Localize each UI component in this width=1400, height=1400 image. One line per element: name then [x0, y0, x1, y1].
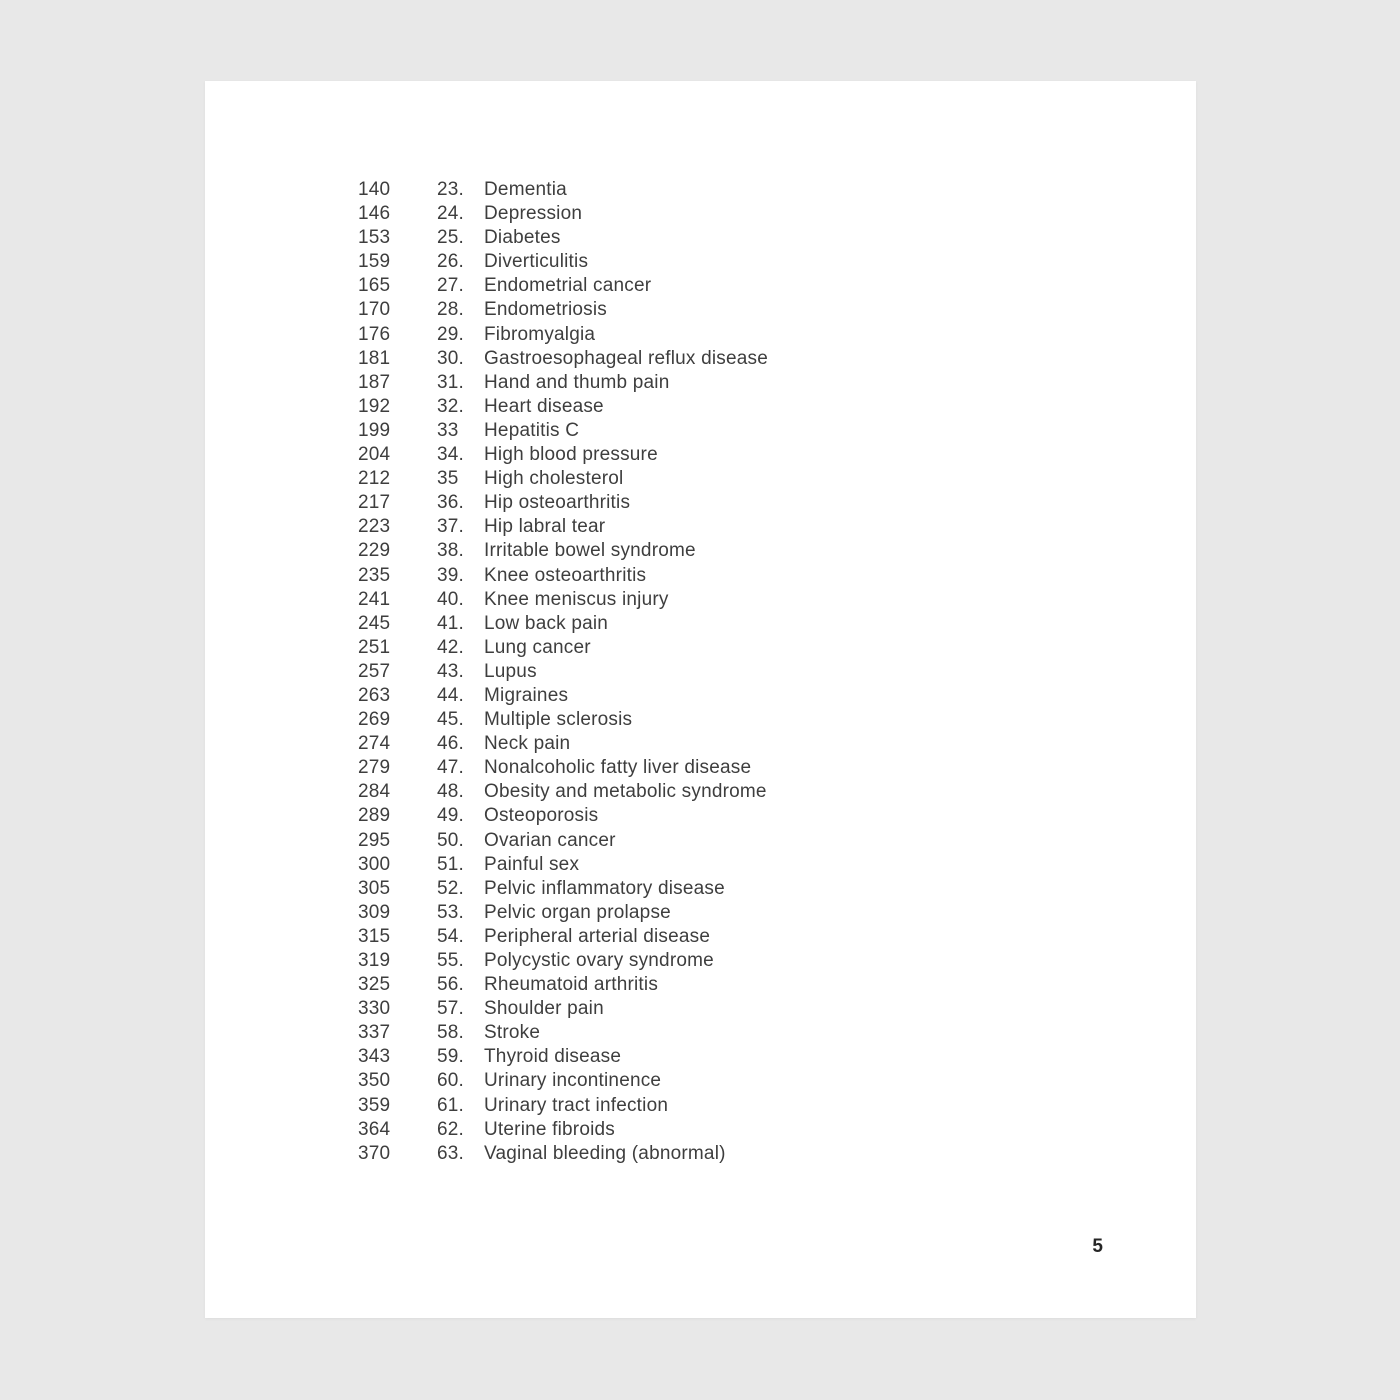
toc-row — [358, 323, 1156, 347]
item-title: Depression — [484, 203, 583, 225]
page-ref: 176 — [358, 323, 391, 345]
page-ref: 269 — [358, 709, 391, 731]
item-number: 35 — [437, 468, 459, 490]
item-title: Heart disease — [484, 395, 604, 417]
toc-row — [358, 1021, 1156, 1045]
item-title: Urinary tract infection — [484, 1094, 669, 1116]
toc-row — [358, 298, 1156, 322]
item-number: 45. — [437, 709, 465, 731]
item-number: 24. — [437, 203, 465, 225]
item-number: 56. — [437, 974, 465, 996]
item-number: 48. — [437, 781, 465, 803]
toc-row — [358, 829, 1156, 853]
toc-row — [358, 419, 1156, 443]
page-ref: 223 — [358, 516, 391, 538]
page-ref: 235 — [358, 564, 391, 586]
toc-row — [358, 973, 1156, 997]
toc-row — [358, 877, 1156, 901]
toc-row — [358, 274, 1156, 298]
item-title: Knee osteoarthritis — [484, 564, 647, 586]
item-number: 25. — [437, 227, 465, 249]
item-title: Hand and thumb pain — [484, 371, 670, 393]
item-number: 41. — [437, 612, 465, 634]
item-number: 34. — [437, 444, 465, 466]
item-title: Urinary incontinence — [484, 1070, 662, 1092]
page-ref: 319 — [358, 950, 391, 971]
toc-row — [358, 612, 1156, 636]
item-title: Gastroesophageal reflux disease — [484, 347, 768, 369]
item-title: Diverticulitis — [484, 251, 589, 273]
toc-row — [358, 660, 1156, 684]
item-number: 23. — [437, 179, 465, 200]
item-number: 47. — [437, 757, 465, 779]
page-ref: 251 — [358, 636, 391, 658]
item-title: Nonalcoholic fatty liver disease — [484, 757, 752, 779]
toc-row — [358, 1094, 1156, 1118]
page-ref: 245 — [358, 612, 391, 634]
page-ref: 364 — [358, 1118, 391, 1140]
item-title: Obesity and metabolic syndrome — [484, 781, 767, 803]
item-number: 38. — [437, 540, 465, 562]
toc-row — [358, 443, 1156, 467]
page-ref: 212 — [358, 468, 391, 490]
item-title: Lupus — [484, 660, 537, 682]
page-ref: 305 — [358, 877, 391, 899]
page-ref: 140 — [358, 179, 391, 200]
item-number: 50. — [437, 829, 465, 851]
page-ref: 187 — [358, 371, 391, 393]
toc-row — [358, 1118, 1156, 1142]
toc-row — [358, 1142, 1156, 1166]
item-number: 32. — [437, 395, 465, 417]
item-title: Dementia — [484, 179, 567, 200]
item-number: 49. — [437, 805, 465, 827]
toc-row — [358, 997, 1156, 1021]
page-ref: 159 — [358, 251, 391, 273]
page-ref: 330 — [358, 998, 391, 1020]
page-ref: 289 — [358, 805, 391, 827]
toc-row — [358, 925, 1156, 949]
item-title: High cholesterol — [484, 468, 624, 490]
page-ref: 241 — [358, 588, 391, 610]
item-number: 58. — [437, 1022, 465, 1044]
toc-row — [358, 178, 1156, 202]
page-ref: 359 — [358, 1094, 391, 1116]
item-number: 39. — [437, 564, 465, 586]
toc-row — [358, 853, 1156, 877]
page-ref: 325 — [358, 974, 391, 996]
item-title: Hepatitis C — [484, 419, 580, 441]
item-title: Migraines — [484, 684, 569, 706]
item-number: 43. — [437, 660, 465, 682]
page-ref: 165 — [358, 275, 391, 297]
toc-row — [358, 780, 1156, 804]
page-ref: 257 — [358, 660, 391, 682]
item-title: Diabetes — [484, 227, 561, 249]
item-title: Fibromyalgia — [484, 323, 596, 345]
item-number: 59. — [437, 1046, 465, 1068]
item-title: Stroke — [484, 1022, 541, 1044]
item-title: Neck pain — [484, 733, 571, 755]
toc-row — [358, 226, 1156, 250]
page-ref: 146 — [358, 203, 391, 225]
toc-row — [358, 756, 1156, 780]
page-ref: 217 — [358, 492, 391, 514]
item-number: 60. — [437, 1070, 465, 1092]
toc-row — [358, 901, 1156, 925]
toc-row — [358, 467, 1156, 491]
item-number: 52. — [437, 877, 465, 899]
item-number: 44. — [437, 684, 465, 706]
item-title: Pelvic inflammatory disease — [484, 877, 725, 899]
page-ref: 279 — [358, 757, 391, 779]
toc-row — [358, 491, 1156, 515]
item-number: 57. — [437, 998, 465, 1020]
page-ref: 370 — [358, 1142, 391, 1164]
item-title: Endometrial cancer — [484, 275, 652, 297]
item-number: 62. — [437, 1118, 465, 1140]
toc-row — [358, 539, 1156, 563]
item-number: 51. — [437, 853, 465, 875]
page-ref: 199 — [358, 419, 391, 441]
item-title: Irritable bowel syndrome — [484, 540, 696, 562]
toc-row — [358, 636, 1156, 660]
toc-row — [358, 515, 1156, 539]
page-ref: 284 — [358, 781, 391, 803]
item-title: Knee meniscus injury — [484, 588, 669, 610]
toc-row — [358, 684, 1156, 708]
page-ref: 315 — [358, 925, 391, 947]
toc-row — [358, 1069, 1156, 1093]
page-ref: 192 — [358, 395, 391, 417]
item-title: Peripheral arterial disease — [484, 925, 711, 947]
page-ref: 309 — [358, 901, 391, 923]
item-number: 33 — [437, 419, 459, 441]
toc-row — [358, 371, 1156, 395]
item-number: 42. — [437, 636, 465, 658]
item-title: Hip labral tear — [484, 516, 606, 538]
page-ref: 229 — [358, 540, 391, 562]
toc-row — [358, 588, 1156, 612]
item-title: Lung cancer — [484, 636, 591, 658]
item-title: Polycystic ovary syndrome — [484, 950, 714, 971]
toc-list — [358, 178, 1156, 1166]
item-title: Painful sex — [484, 853, 580, 875]
item-title: Ovarian cancer — [484, 829, 616, 851]
item-number: 63. — [437, 1142, 465, 1164]
item-number: 28. — [437, 299, 465, 321]
item-title: High blood pressure — [484, 444, 658, 466]
page-ref: 274 — [358, 733, 391, 755]
item-title: Uterine fibroids — [484, 1118, 615, 1140]
item-title: Osteoporosis — [484, 805, 599, 827]
page-ref: 343 — [358, 1046, 391, 1068]
item-number: 40. — [437, 588, 465, 610]
item-number: 30. — [437, 347, 465, 369]
item-number: 54. — [437, 925, 465, 947]
item-title: Low back pain — [484, 612, 609, 634]
toc-row — [358, 1045, 1156, 1069]
item-title: Endometriosis — [484, 299, 607, 321]
item-number: 61. — [437, 1094, 465, 1116]
item-title: Hip osteoarthritis — [484, 492, 631, 514]
page-ref: 153 — [358, 227, 391, 249]
item-number: 36. — [437, 492, 465, 514]
page-ref: 295 — [358, 829, 391, 851]
item-number: 55. — [437, 950, 465, 971]
toc-row — [358, 347, 1156, 371]
page-number: 5 — [1092, 1236, 1103, 1257]
page-ref: 300 — [358, 853, 391, 875]
page-ref: 181 — [358, 347, 391, 369]
page-ref: 337 — [358, 1022, 391, 1044]
item-number: 46. — [437, 733, 465, 755]
item-number: 29. — [437, 323, 465, 345]
item-number: 53. — [437, 901, 465, 923]
toc-row — [358, 804, 1156, 828]
item-number: 26. — [437, 251, 465, 273]
item-number: 37. — [437, 516, 465, 538]
toc-row — [358, 708, 1156, 732]
toc-row — [358, 949, 1156, 973]
page-ref: 204 — [358, 444, 391, 466]
page-ref: 263 — [358, 684, 391, 706]
page-ref: 350 — [358, 1070, 391, 1092]
toc-row — [358, 250, 1156, 274]
item-title: Multiple sclerosis — [484, 709, 633, 731]
item-title: Pelvic organ prolapse — [484, 901, 671, 923]
item-number: 31. — [437, 371, 465, 393]
item-number: 27. — [437, 275, 465, 297]
item-title: Shoulder pain — [484, 998, 604, 1020]
page-ref: 170 — [358, 299, 391, 321]
document-page — [205, 81, 1196, 1318]
toc-row — [358, 395, 1156, 419]
toc-row — [358, 564, 1156, 588]
item-title: Rheumatoid arthritis — [484, 974, 659, 996]
item-title: Thyroid disease — [484, 1046, 622, 1068]
item-title: Vaginal bleeding (abnormal) — [484, 1142, 726, 1164]
toc-row — [358, 202, 1156, 226]
toc-row — [358, 732, 1156, 756]
